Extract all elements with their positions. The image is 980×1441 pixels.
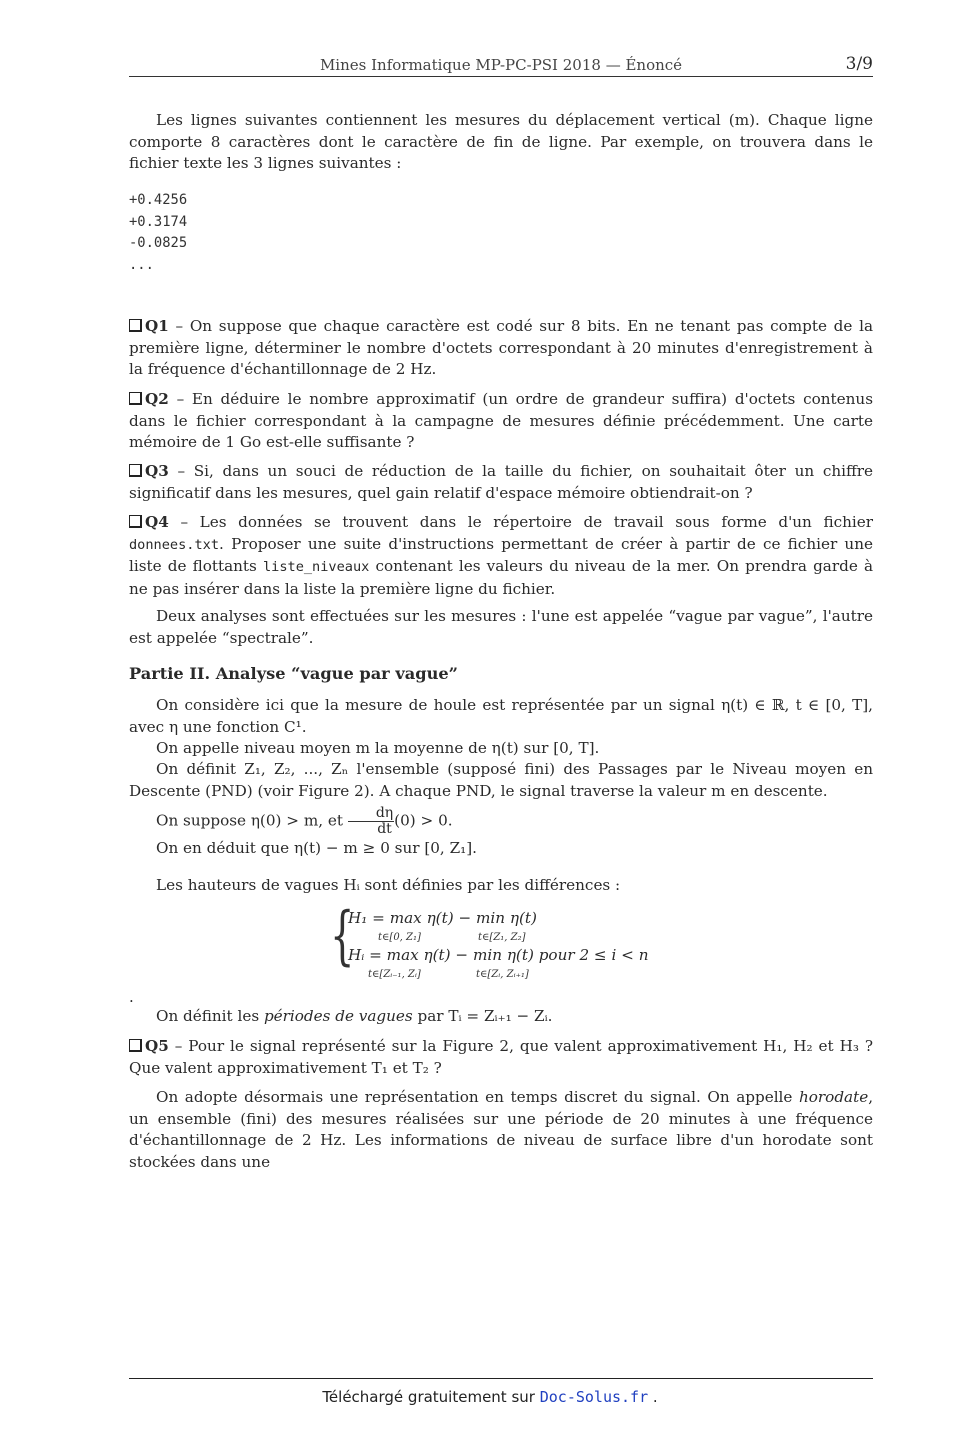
horodate-text: On adopte désormais une représentation en temps discret du signal. On appelle xyxy=(156,1088,793,1106)
question-q3 xyxy=(129,461,873,504)
code-line: +0.4256 xyxy=(129,192,188,208)
q5-text: – Pour le signal représenté sur la Figure 2, que valent approximativement H₁, H₂ et H₃ ? Que valent approximativement T₁ et T₂ ? xyxy=(129,1037,873,1077)
q2-label: Q2 xyxy=(145,390,169,408)
footer-end: . xyxy=(652,1388,658,1406)
page-footer xyxy=(0,1388,980,1406)
brace-icon: { xyxy=(330,899,355,973)
fraction-denominator: dt xyxy=(377,821,392,837)
checkbox-icon xyxy=(129,464,142,477)
checkbox-icon xyxy=(129,392,142,405)
q4-text-a: – Les données se trouvent dans le répertoire de travail sous forme d'un fichier xyxy=(180,513,873,531)
paragraph-heights: Les hauteurs de vagues Hᵢ sont définies par les différences : xyxy=(156,876,621,894)
q1-text: – On suppose que chaque caractère est codé sur 8 bits. En ne tenant pas compte de la première ligne, déterminer le nombre d'octets correspondant à 20 minutes d'enregistrement à la fréquence d'échantillonnage de 2 Hz. xyxy=(129,317,873,378)
analyses-paragraph: Deux analyses sont effectuées sur les mesures : l'une est appelée “vague par vague”, l'autre est appelée “spectrale”. xyxy=(129,607,873,647)
derivative-fraction xyxy=(348,806,394,837)
paragraph-assumption xyxy=(129,806,873,837)
checkbox-icon xyxy=(129,319,142,332)
q1-label: Q1 xyxy=(145,317,169,335)
page-header xyxy=(129,54,873,77)
question-q2 xyxy=(129,389,873,454)
fraction-numerator: dη xyxy=(348,806,394,822)
q5-label: Q5 xyxy=(145,1037,169,1055)
q4-filename: donnees.txt xyxy=(129,536,220,553)
horodate-emphasis: horodate xyxy=(798,1088,869,1106)
paragraph-mean: On appelle niveau moyen m la moyenne de η(t) sur [0, T]. xyxy=(156,739,600,757)
q2-text: – En déduire le nombre approximatif (un ordre de grandeur suffira) d'octets contenus dans le fichier correspondant à la campagne de mesures définie précédemment. Une carte mémoire de 1 Go est-elle suffisante ? xyxy=(129,390,873,451)
q4-label: Q4 xyxy=(145,513,169,531)
code-line: -0.0825 xyxy=(129,235,188,251)
horodate-text-end: , un ensemble (fini) des mesures réalisées sur une période de 20 minutes à une fréquence d'échantillonnage de 2 Hz. Les informations de niveau de surface libre d'un horodate sont stockées dans une xyxy=(129,1088,874,1171)
q4-text-b: . Proposer une suite d'instructions permettant de créer à partir de ce fichier une liste de flottants xyxy=(129,534,873,575)
eq2-min-subscript: t∈[Zᵢ, Zᵢ₊₁] xyxy=(476,969,529,980)
eq1-min-subscript: t∈[Z₁, Z₂] xyxy=(478,932,526,943)
page-number: 3/9 xyxy=(845,54,873,74)
wave-height-equations xyxy=(330,899,670,984)
paragraph-periods xyxy=(129,1006,873,1028)
paragraph-signal: On considère ici que la mesure de houle est représentée par un signal η(t) ∈ ℝ, t ∈ [0, T], avec η une fonction C¹. xyxy=(129,696,873,736)
question-q4 xyxy=(129,512,873,600)
periods-formula: par Tᵢ = Zᵢ₊₁ − Zᵢ. xyxy=(417,1007,553,1025)
stray-dot: . xyxy=(129,988,134,1006)
paragraph-pnd: On définit Z₁, Z₂, ..., Zₙ l'ensemble (supposé fini) des Passages par le Niveau moyen en Descente (PND) (voir Figure 2). A chaque PND, le signal traverse la valeur m en descente. xyxy=(129,760,873,800)
q4-variable: liste_niveaux xyxy=(262,559,370,575)
equation-h1: H₁ = max η(t) − min η(t) xyxy=(348,909,537,927)
periods-text: On définit les xyxy=(156,1007,260,1025)
eq1-max-subscript: t∈[0, Z₁] xyxy=(378,932,421,943)
intro-paragraph: Les lignes suivantes contiennent les mesures du déplacement vertical (m). Chaque ligne comporte 8 caractères dont le caractère de fin de ligne. Par exemple, on trouvera dans le fichier texte les 3 lignes suivantes : xyxy=(129,111,873,172)
equation-hi: Hᵢ = max η(t) − min η(t) pour 2 ≤ i < n xyxy=(348,946,649,964)
checkbox-icon xyxy=(129,1039,142,1052)
footer-text: Téléchargé gratuitement sur xyxy=(322,1388,535,1406)
footer-divider xyxy=(129,1378,873,1379)
q3-label: Q3 xyxy=(145,462,169,480)
code-line: +0.3174 xyxy=(129,213,188,230)
assumption-text: On suppose η(0) > m, et xyxy=(156,811,343,830)
assumption-end: (0) > 0. xyxy=(394,811,453,830)
footer-link[interactable]: Doc-Solus.fr xyxy=(539,1388,649,1406)
section-title: Partie II. Analyse “vague par vague” xyxy=(129,664,458,683)
question-q1 xyxy=(129,316,873,381)
eq2-max-subscript: t∈[Zᵢ₋₁, Zᵢ] xyxy=(368,969,421,980)
paragraph-horodate xyxy=(129,1087,873,1173)
periods-emphasis: périodes de vagues xyxy=(263,1007,413,1025)
question-q5 xyxy=(129,1036,873,1079)
q4-text-c: contenant les valeurs du niveau de la mer. On prendra garde à ne pas insérer dans la liste la première ligne du fichier. xyxy=(129,557,874,598)
code-line: ... xyxy=(129,256,154,273)
q3-text: – Si, dans un souci de réduction de la taille du fichier, on souhaitait ôter un chiffre significatif dans les mesures, quel gain relatif d'espace mémoire obtiendrait-on ? xyxy=(129,462,874,502)
code-sample xyxy=(129,190,187,276)
checkbox-icon xyxy=(129,515,142,528)
header-title: Mines Informatique MP-PC-PSI 2018 — Énoncé xyxy=(319,56,683,74)
paragraph-deduction: On en déduit que η(t) − m ≥ 0 sur [0, Z₁]. xyxy=(156,839,477,857)
